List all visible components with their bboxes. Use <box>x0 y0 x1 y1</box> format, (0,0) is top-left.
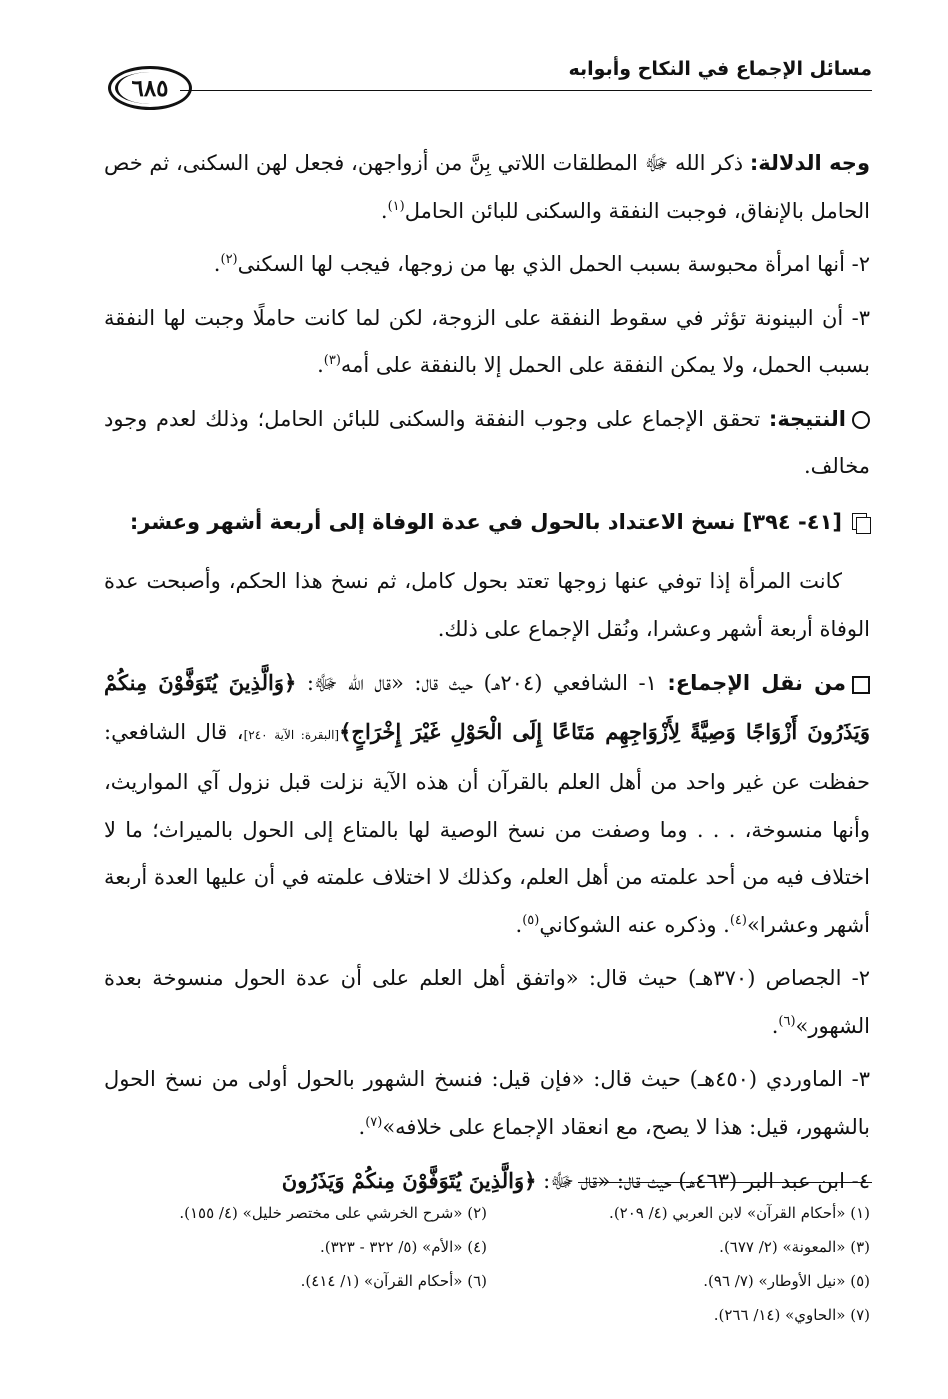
paragraph-result <box>104 396 870 491</box>
footnote-4: (٤) «الأم» (٥/ ٣٢٢ - ٣٢٣). <box>320 1238 487 1256</box>
quran-verse: ﴿وَالَّذِينَ يُتَوَفَّوْنَ مِنكُمْ وَيَذَرُونَ أَزْوَاجًا وَصِيَّةً لِأَزْوَاجِهِم مَتَاعًا إِلَى الْحَوْلِ غَيْرَ إِخْرَاجٍ﴾ <box>104 670 870 744</box>
page-number-badge: ٦٨٥ <box>108 66 192 110</box>
jassas-text: ٢- الجصاص (٣٧٠هـ) حيث قال: «واتفق أهل العلم على أن عدة الحول منسوخة بعدة الشهور» <box>104 966 870 1038</box>
section-heading <box>104 499 870 547</box>
paragraph-evidence: وجه الدلالة: ذكر الله ﷻ المطلقات اللاتي بِنَّ من أزواجهن، فجعل لهن السكنى، ثم خص الحامل بالإنفاق، فوجبت النفقة والسكنى للبائن الحامل$^{(١)}$. <box>104 151 870 223</box>
footnote-2: (٢) «شرح الخرشي على مختصر خليل» (٤/ ١٥٥). <box>179 1204 487 1222</box>
result-text: تحقق الإجماع على وجوب النفقة والسكنى للبائن الحامل؛ وذلك لعدم وجود مخالف. <box>104 406 870 478</box>
point-3-text: ٣- أن البينونة تؤثر في سقوط النفقة على الزوجة، لكن لما كانت حاملًا وجبت لها النفقة بسبب الحمل، ولا يمكن النفقة على الحمل إلا بالنفقة على أمه <box>104 305 870 377</box>
ibn-abdulbarr-quran: ﴿وَالَّذِينَ يُتَوَفَّوْنَ مِنكُمْ وَيَذَرُونَ <box>281 1168 537 1193</box>
footnote-empty <box>104 1298 487 1332</box>
footnote-ref-4[interactable]: (٤) <box>729 912 747 928</box>
running-title: مسائل الإجماع في النكاح وأبوابه <box>568 58 872 80</box>
section-heading-text: [٤١- ٣٩٤] نسخ الاعتداد بالحول في عدة الوفاة إلى أربعة أشهر وعشر: <box>129 509 842 534</box>
footnote-1: (١) «أحكام القرآن» لابن العربي (٤/ ٢٠٩). <box>609 1204 870 1222</box>
circle-bullet-icon <box>852 411 870 429</box>
evidence-label: وجه الدلالة: <box>749 151 870 175</box>
footnote-3: (٣) «المعونة» (٢/ ٦٧٧). <box>719 1238 870 1256</box>
footnote-ref-6[interactable]: (٦) <box>778 1013 796 1029</box>
square-bullet-icon <box>852 676 870 694</box>
mawardi-text: ٣- الماوردي (٤٥٠هـ) حيث قال: «فإن قيل: فنسخ الشهور بالحول أولى من نسخ الحول بالشهور، قيل: هذا لا يصح، مع انعقاد الإجماع على خلافه» <box>104 1067 870 1139</box>
footnote-ref-2[interactable]: (٢) <box>220 252 238 267</box>
shafii-text-b: ، قال الشافعي: حفظت عن غير واحد من أهل العلم بالقرآن أن هذه الآية نزلت قبل نزول آي المواريث، وأنها منسوخة، . . . وما وصفت من نسخ الوصية لها بالمتاع إلى الحول بالميراث؛ ما لا اختلاف فيه من أحد علمته من أهل العلم، وكذلك لا اختلاف علمته في أن عليها العدة أربعة أشهر وعشرا» <box>104 719 870 937</box>
footnote-row <box>104 1230 870 1264</box>
footnote-5: (٥) «نيل الأوطار» (٧/ ٩٦). <box>703 1272 870 1290</box>
point-2-text: ٢- أنها امرأة محبوسة بسبب الحمل الذي بها من زوجها، فيجب لها السكنى <box>237 252 870 276</box>
header-rule <box>180 90 872 91</box>
shafii-text-c: . وذكره عنه الشوكاني <box>539 912 730 937</box>
transmit-label: من نقل الإجماع: <box>667 671 846 695</box>
footnote-7: (٧) «الحاوي» (١٤/ ٢٦٦). <box>713 1306 870 1324</box>
page-header <box>108 52 872 112</box>
footnotes <box>104 1196 870 1332</box>
paragraph-point-2: ٢- أنها امرأة محبوسة بسبب الحمل الذي بها من زوجها، فيجب لها السكنى$^{(٢)}$. <box>213 252 870 276</box>
footnote-row <box>104 1298 870 1332</box>
paragraph-intro: كانت المرأة إذا توفي عنها زوجها تعتد بحول كامل، ثم نسخ هذا الحكم، وأصبحت عدة الوفاة أربعة أشهر وعشرا، ونُقل الإجماع على ذلك. <box>104 569 870 641</box>
quran-reference: [البقرة: الآية ٢٤٠] <box>243 727 340 742</box>
paragraph-shafii: من نقل الإجماع: ١- الشافعي (٢٠٤هـ) حيث قال: «قال الله ﷻ: ﴿وَالَّذِينَ يُتَوَفَّوْنَ مِنكُمْ وَيَذَرُونَ أَزْوَاجًا وَصِيَّةً لِأَزْوَاجِهِم مَتَاعًا إِلَى الْحَوْلِ غَيْرَ إِخْرَاجٍ﴾[البقرة: الآية ٢٤٠]، قال الشافعي: حفظت عن غير واحد من أهل العلم بالقرآن أن هذه الآية نزلت قبل نزول آي المواريث، وأنها منسوخة، . . . وما وصفت من نسخ الوصية لها بالمتاع إلى الحول بالميراث؛ ما لا اختلاف فيه من أحد علمته من أهل العلم، وكذلك لا اختلاف علمته في أن عليها العدة أربعة أشهر وعشرا»$^{(٤)}$. وذكره عنه الشوكاني$^{(٥)}$. <box>104 670 870 937</box>
footnote-row <box>104 1196 870 1230</box>
footnote-separator <box>578 1182 872 1183</box>
ibn-abdulbarr-text: ٤- ابن عبد البر (٤٦٣هـ) حيث قال: «قال ﷻ: <box>536 1169 870 1193</box>
footnote-ref-5[interactable]: (٥) <box>522 912 540 928</box>
footnote-ref-1[interactable]: (١) <box>387 198 405 214</box>
footnote-ref-7[interactable]: (٧) <box>365 1114 383 1130</box>
footnote-6: (٦) «أحكام القرآن» (١/ ٤١٤). <box>300 1272 487 1290</box>
footnote-ref-3[interactable]: (٣) <box>323 353 341 368</box>
footnote-row <box>104 1264 870 1298</box>
paragraph-jassas: ٢- الجصاص (٣٧٠هـ) حيث قال: «واتفق أهل العلم على أن عدة الحول منسوخة بعدة الشهور»$^{(٦)}$. <box>104 966 870 1038</box>
paragraph-point-3: ٣- أن البينونة تؤثر في سقوط النفقة على الزوجة، لكن لما كانت حاملًا وجبت لها النفقة بسبب الحمل، ولا يمكن النفقة على الحمل إلا بالنفقة على أمه$^{(٣)}$. <box>104 305 870 377</box>
result-label: النتيجة: <box>768 406 846 431</box>
shafii-text-a: ١- الشافعي (٢٠٤هـ) حيث قال: «قال الله ﷻ: <box>296 671 668 695</box>
book-icon <box>852 513 870 533</box>
evidence-text: ذكر الله ﷻ المطلقات اللاتي بِنَّ من أزواجهن، فجعل لهن السكنى، ثم خص الحامل بالإنفاق، فوجبت النفقة والسكنى للبائن الحامل <box>104 151 870 223</box>
main-text <box>104 140 870 1212</box>
paragraph-mawardi: ٣- الماوردي (٤٥٠هـ) حيث قال: «فإن قيل: فنسخ الشهور بالحول أولى من نسخ الحول بالشهور، قيل: هذا لا يصح، مع انعقاد الإجماع على خلافه»$^{(٧)}$. <box>104 1067 870 1139</box>
